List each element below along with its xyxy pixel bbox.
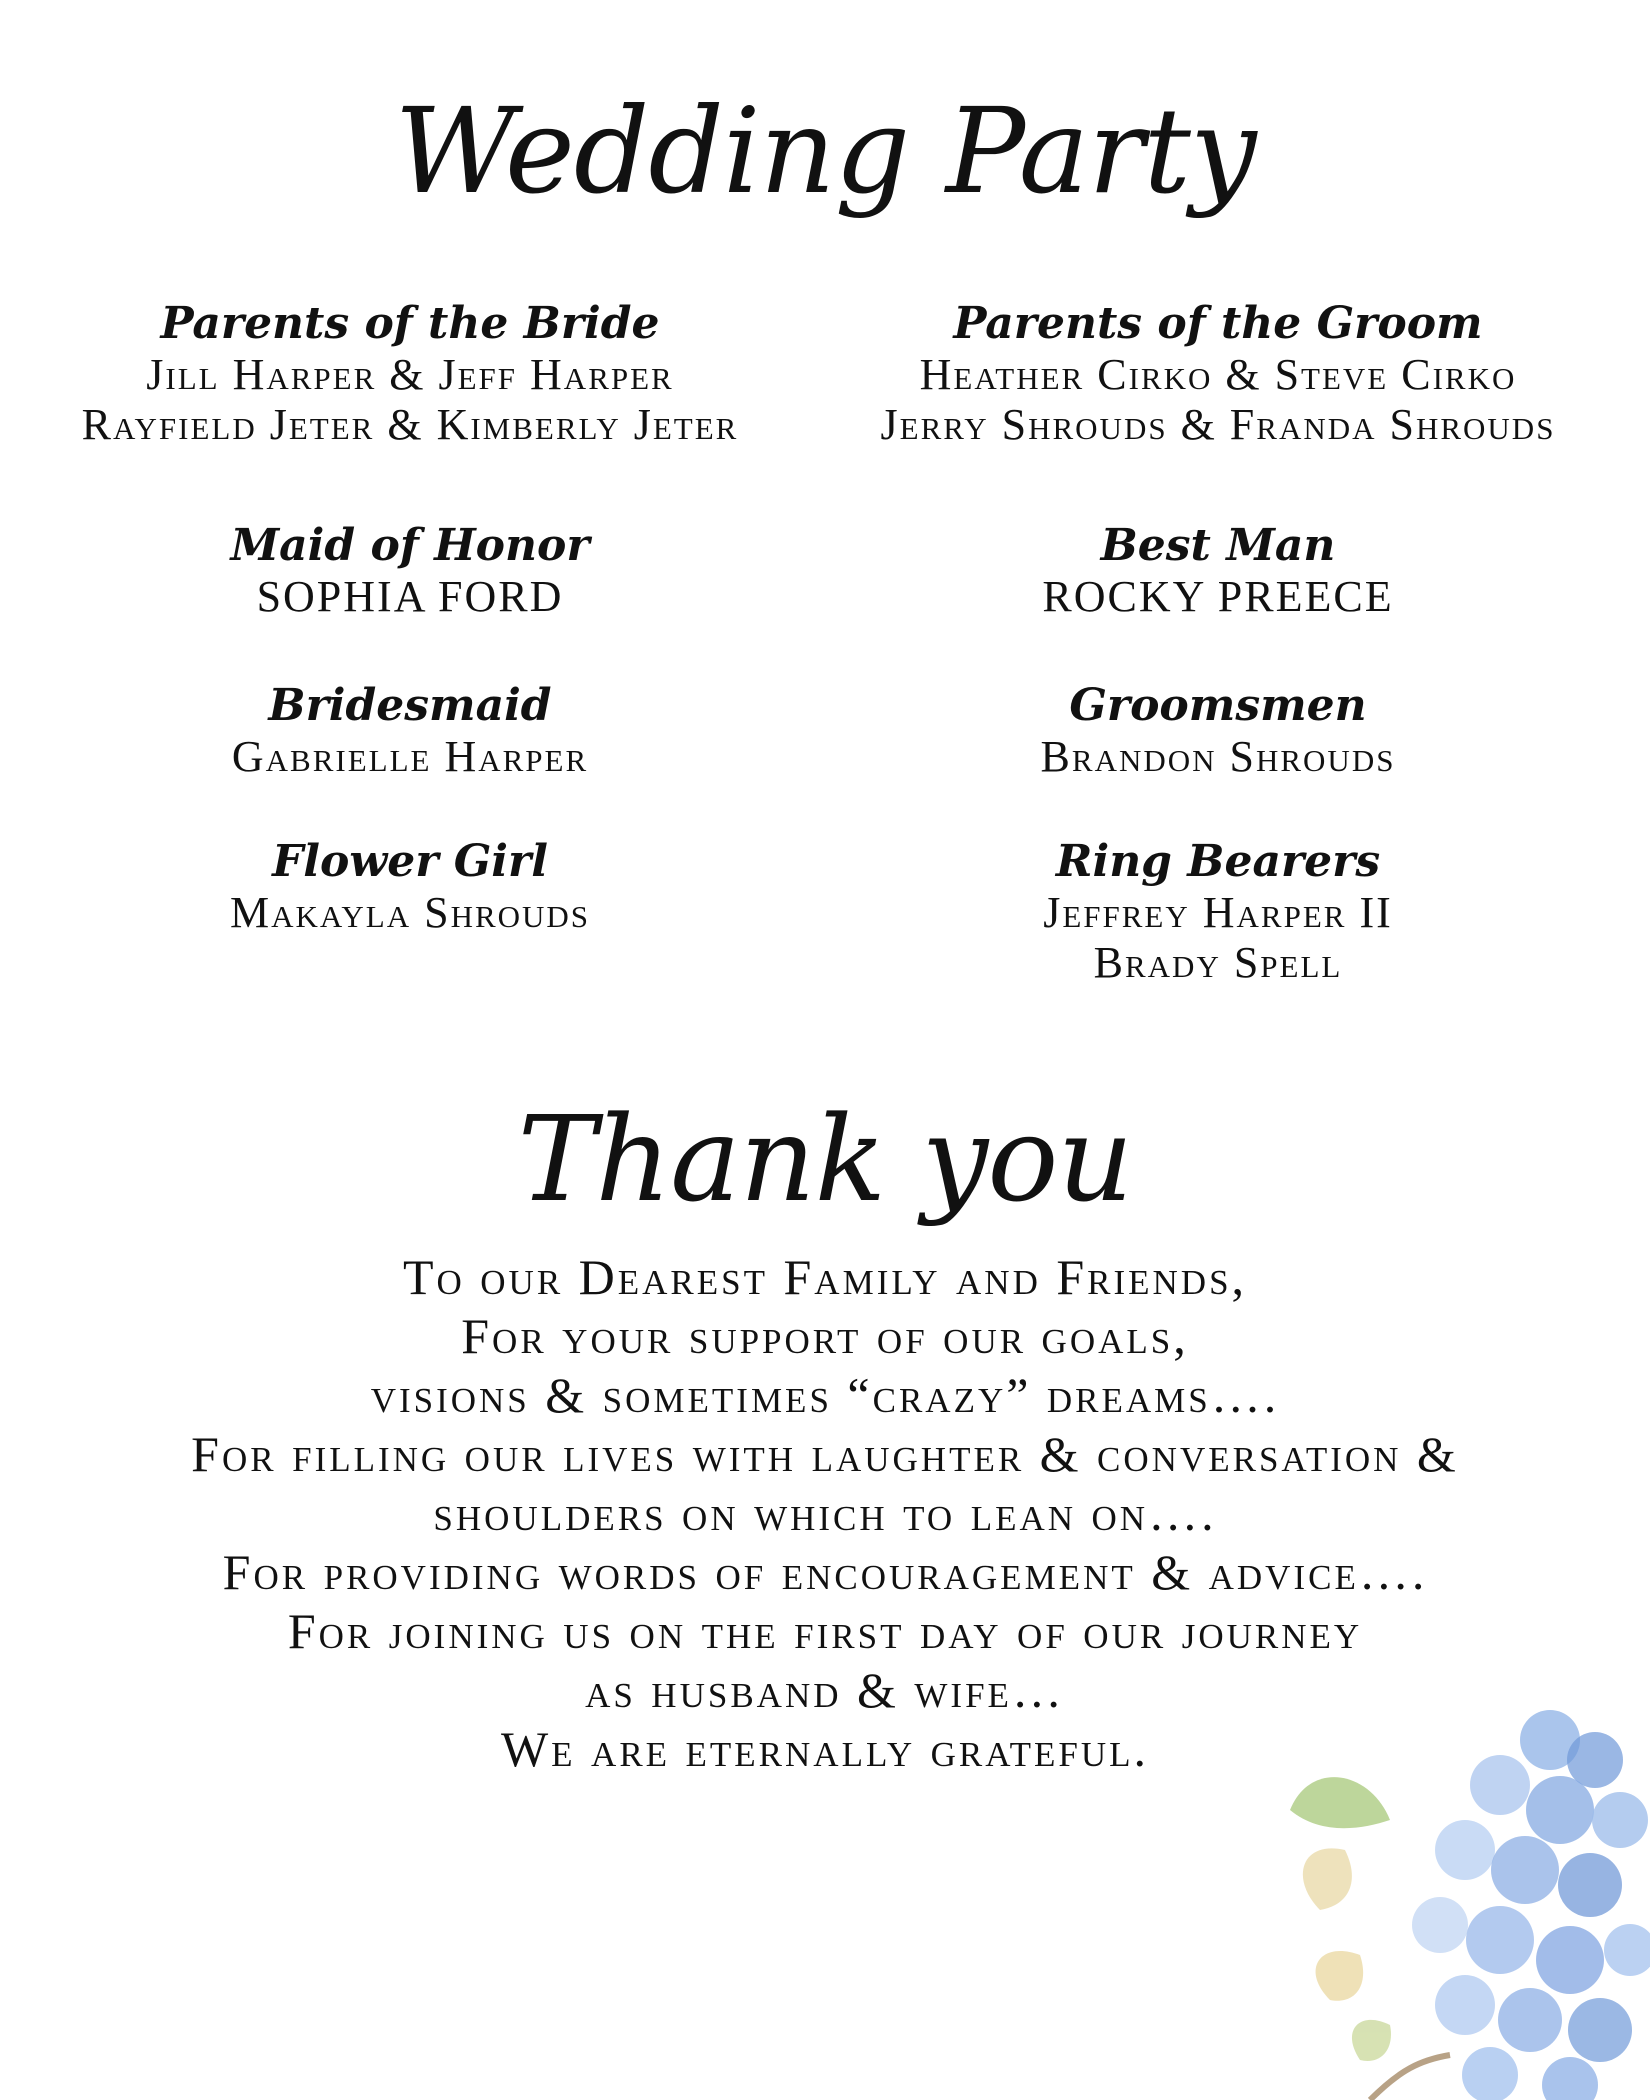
parents-of-bride <box>60 298 760 450</box>
message-line: We are eternally grateful. <box>500 1721 1150 1777</box>
maid-of-honor <box>60 520 760 622</box>
name-line: Rayfield Jeter & Kimberly Jeter <box>81 400 739 449</box>
name-line: Jeffrey Harper II <box>1043 888 1393 937</box>
role-heading: Best Man <box>1100 520 1336 571</box>
message-line: For joining us on the first day of our journey <box>287 1603 1363 1659</box>
role-heading: Bridesmaid <box>268 680 552 731</box>
message-line: visions & sometimes “crazy” dreams…. <box>370 1367 1280 1423</box>
name-line: Gabrielle Harper <box>231 732 589 781</box>
role-heading: Flower Girl <box>272 836 548 887</box>
message-line: To our Dearest Family and Friends, <box>402 1249 1248 1305</box>
name-line: Jerry Shrouds & Franda Shrouds <box>880 400 1556 449</box>
name-line: Brandon Shrouds <box>1040 732 1396 781</box>
role-heading: Groomsmen <box>1069 680 1367 731</box>
message-line: shoulders on which to lean on…. <box>433 1485 1217 1541</box>
name-line: Heather Cirko & Steve Cirko <box>919 350 1517 399</box>
parents-of-groom <box>848 298 1588 450</box>
thank-you-heading: Thank you <box>517 1090 1133 1228</box>
groomsmen <box>848 680 1588 782</box>
message-line: For filling our lives with laughter & conversation & <box>191 1426 1459 1482</box>
name-line: Makayla Shrouds <box>229 888 591 937</box>
message-line: For providing words of encouragement & advice…. <box>222 1544 1428 1600</box>
page-title: Wedding Party <box>394 82 1256 220</box>
role-heading: Parents of the Bride <box>160 298 660 349</box>
leaf-icon <box>1290 1777 1391 2061</box>
name-line: ROCKY PREECE <box>1042 572 1394 621</box>
name-line: Jill Harper & Jeff Harper <box>146 350 674 399</box>
message-line: For your support of our goals, <box>461 1308 1189 1364</box>
bridesmaid <box>60 680 760 782</box>
role-heading: Ring Bearers <box>1055 836 1381 887</box>
flower-girl <box>60 836 760 938</box>
role-heading: Parents of the Groom <box>953 298 1483 349</box>
hydrangea-floral-illustration-icon <box>1250 1700 1650 2100</box>
role-heading: Maid of Honor <box>230 520 590 571</box>
ring-bearers <box>848 836 1588 988</box>
name-line: SOPHIA FORD <box>256 572 564 621</box>
message-line: as husband & wife… <box>585 1662 1065 1718</box>
name-line: Brady Spell <box>1093 938 1343 987</box>
hydrangea-petals-icon <box>1412 1710 1650 2100</box>
best-man <box>848 520 1588 622</box>
